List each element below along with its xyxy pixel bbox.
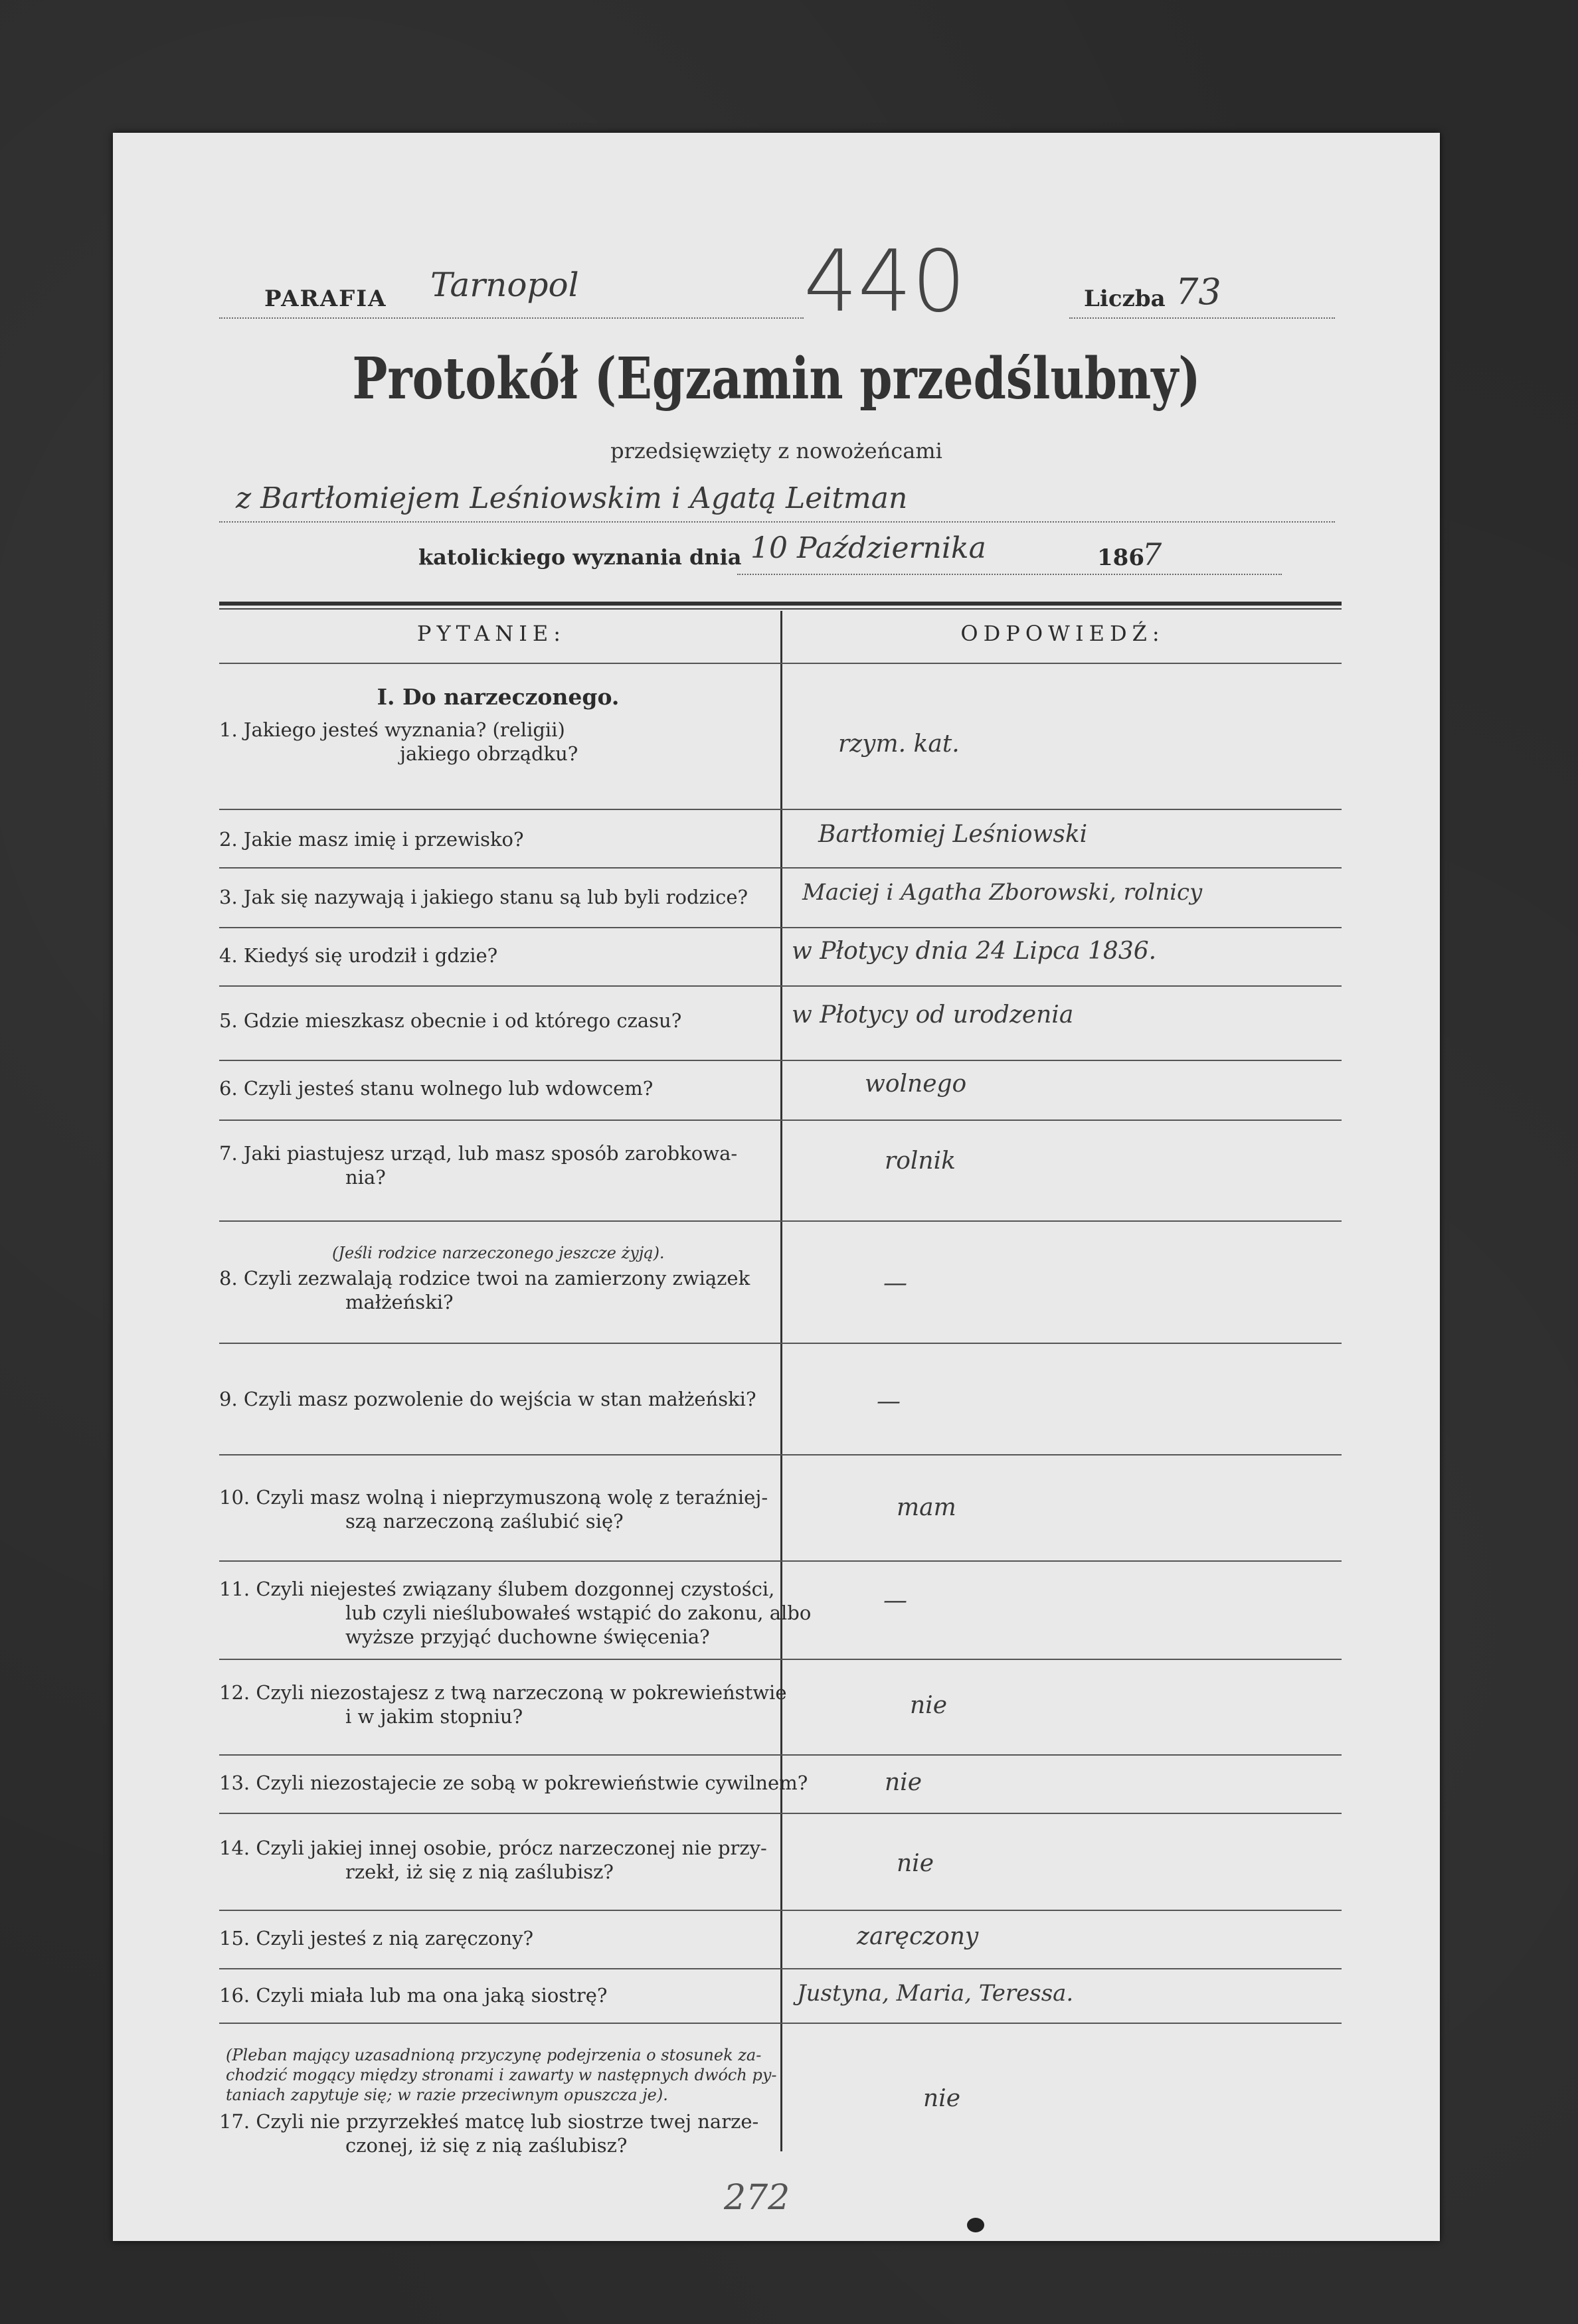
- note-17-line-3: taniach zapytuje się; w razie przeciwnym opuszcza je).: [226, 2086, 668, 2104]
- date-value: 10 Października: [750, 531, 986, 565]
- question-17-line-1: 17. Czyli nie przyrzekłeś matcę lub siostrze twej narze-: [219, 2110, 759, 2133]
- row-rule: [219, 1754, 1342, 1756]
- answer-11: —: [883, 1587, 907, 1614]
- question-3: 3. Jak się nazywają i jakiego stanu są lub byli rodzice?: [219, 886, 748, 908]
- parafia-value: Tarnopol: [430, 266, 579, 304]
- question-1-line-2: jakiego obrządku?: [400, 742, 578, 765]
- row-rule: [219, 1560, 1342, 1562]
- couple-line: z Bartłomiejem Leśniowskim i Agatą Leitman: [236, 481, 908, 515]
- question-7-line-2: nia?: [345, 1166, 386, 1189]
- page-number: 272: [724, 2178, 790, 2218]
- row-rule: [219, 867, 1342, 869]
- answer-1: rzym. kat.: [838, 730, 960, 758]
- answer-5: w Płotycy od urodzenia: [792, 1001, 1074, 1029]
- answer-6: wolnego: [865, 1070, 967, 1098]
- answer-9: —: [877, 1388, 901, 1415]
- year-printed: 186: [1097, 544, 1144, 571]
- question-14-line-2: rzekł, iż się z nią zaślubisz?: [345, 1861, 614, 1883]
- page-title: Protokół (Egzamin przedślubny): [352, 345, 1201, 412]
- question-1-line-1: 1. Jakiego jesteś wyznania? (religii): [219, 718, 565, 741]
- question-2: 2. Jakie masz imię i przewisko?: [219, 828, 524, 851]
- question-13: 13. Czyli niezostajecie ze sobą w pokrewieństwie cywilnem?: [219, 1772, 808, 1794]
- answer-8: —: [883, 1270, 907, 1297]
- question-7-line-1: 7. Jaki piastujesz urząd, lub masz sposób zarobkowa-: [219, 1142, 738, 1165]
- liczba-value: 73: [1176, 271, 1221, 313]
- date-underline: [737, 574, 1282, 575]
- column-header-question: PYTANIE:: [416, 621, 567, 646]
- question-8-line-2: małżeński?: [345, 1291, 454, 1313]
- section-title: I. Do narzeczonego.: [377, 684, 620, 710]
- column-header-answer: ODPOWIEDŹ:: [960, 621, 1165, 646]
- question-4: 4. Kiedyś się urodził i gdzie?: [219, 944, 498, 967]
- answer-3: Maciej i Agatha Zborowski, rolnicy: [802, 879, 1203, 906]
- note-8: (Jeśli rodzice narzeczonego jeszcze żyją).: [332, 1244, 665, 1262]
- answer-10: mam: [897, 1494, 956, 1521]
- question-15: 15. Czyli jesteś z nią zaręczony?: [219, 1927, 534, 1950]
- answer-16: Justyna, Maria, Teressa.: [797, 1980, 1074, 2007]
- row-rule: [219, 1343, 1342, 1344]
- parafia-label: PARAFIA: [264, 286, 387, 312]
- column-divider: [780, 611, 782, 2151]
- subtitle: przedsięwzięty z nowożeńcami: [610, 438, 942, 463]
- archive-number: 440: [804, 232, 966, 331]
- answer-15: zaręczony: [857, 1923, 979, 1950]
- row-rule: [219, 1813, 1342, 1814]
- question-5: 5. Gdzie mieszkasz obecnie i od którego czasu?: [219, 1009, 682, 1032]
- note-17-line-1: (Pleban mający uzasadnioną przyczynę podejrzenia o stosunek za-: [226, 2046, 762, 2064]
- row-rule: [219, 809, 1342, 810]
- row-rule: [219, 985, 1342, 987]
- question-17-line-2: czonej, iż się z nią zaślubisz?: [345, 2134, 628, 2157]
- row-rule: [219, 1968, 1342, 1969]
- document-page: [113, 133, 1440, 2241]
- liczba-underline: [1069, 317, 1335, 319]
- question-9: 9. Czyli masz pozwolenie do wejścia w stan małżeński?: [219, 1388, 756, 1410]
- answer-7: rolnik: [885, 1147, 956, 1175]
- parafia-underline: [219, 317, 804, 319]
- row-rule: [219, 1454, 1342, 1455]
- question-16: 16. Czyli miała lub ma ona jaką siostrę?: [219, 1984, 608, 2007]
- answer-12: nie: [910, 1692, 948, 1719]
- ink-blot: [967, 2218, 984, 2232]
- question-12-line-2: i w jakim stopniu?: [345, 1705, 523, 1728]
- question-11-line-1: 11. Czyli niejesteś związany ślubem dozgonnej czystości,: [219, 1578, 775, 1600]
- table-top-rule-thin: [219, 608, 1342, 610]
- year-handwritten: 7: [1142, 537, 1162, 572]
- couple-underline: [219, 521, 1335, 523]
- question-11-line-3: wyższe przyjąć duchowne święcenia?: [345, 1625, 710, 1648]
- question-10-line-2: szą narzeczoną zaślubić się?: [345, 1510, 624, 1533]
- question-12-line-1: 12. Czyli niezostajesz z twą narzeczoną w pokrewieństwie: [219, 1681, 787, 1704]
- date-prefix: katolickiego wyznania dnia: [418, 544, 742, 570]
- note-17-line-2: chodzić mogący między stronami i zawarty w następnych dwóch py-: [226, 2066, 777, 2084]
- row-rule: [219, 1910, 1342, 1911]
- row-rule: [219, 1060, 1342, 1061]
- answer-4: w Płotycy dnia 24 Lipca 1836.: [792, 938, 1157, 965]
- answer-14: nie: [897, 1850, 934, 1877]
- row-rule: [219, 927, 1342, 928]
- row-rule: [219, 1120, 1342, 1121]
- liczba-label: Liczba: [1084, 286, 1166, 312]
- question-10-line-1: 10. Czyli masz wolną i nieprzymuszoną wolę z teraźniej-: [219, 1486, 768, 1509]
- answer-2: Bartłomiej Leśniowski: [818, 821, 1088, 848]
- question-6: 6. Czyli jesteś stanu wolnego lub wdowcem?: [219, 1077, 654, 1100]
- answer-17: nie: [923, 2085, 961, 2112]
- question-11-line-2: lub czyli nieślubowałeś wstąpić do zakonu, albo: [345, 1602, 812, 1624]
- question-8-line-1: 8. Czyli zezwalają rodzice twoi na zamierzony związek: [219, 1267, 750, 1289]
- row-rule: [219, 1659, 1342, 1660]
- table-top-rule: [219, 602, 1342, 606]
- header-rule: [219, 663, 1342, 664]
- answer-13: nie: [885, 1769, 922, 1796]
- question-14-line-1: 14. Czyli jakiej innej osobie, prócz narzeczonej nie przy-: [219, 1837, 767, 1859]
- row-rule: [219, 2023, 1342, 2024]
- row-rule: [219, 1220, 1342, 1222]
